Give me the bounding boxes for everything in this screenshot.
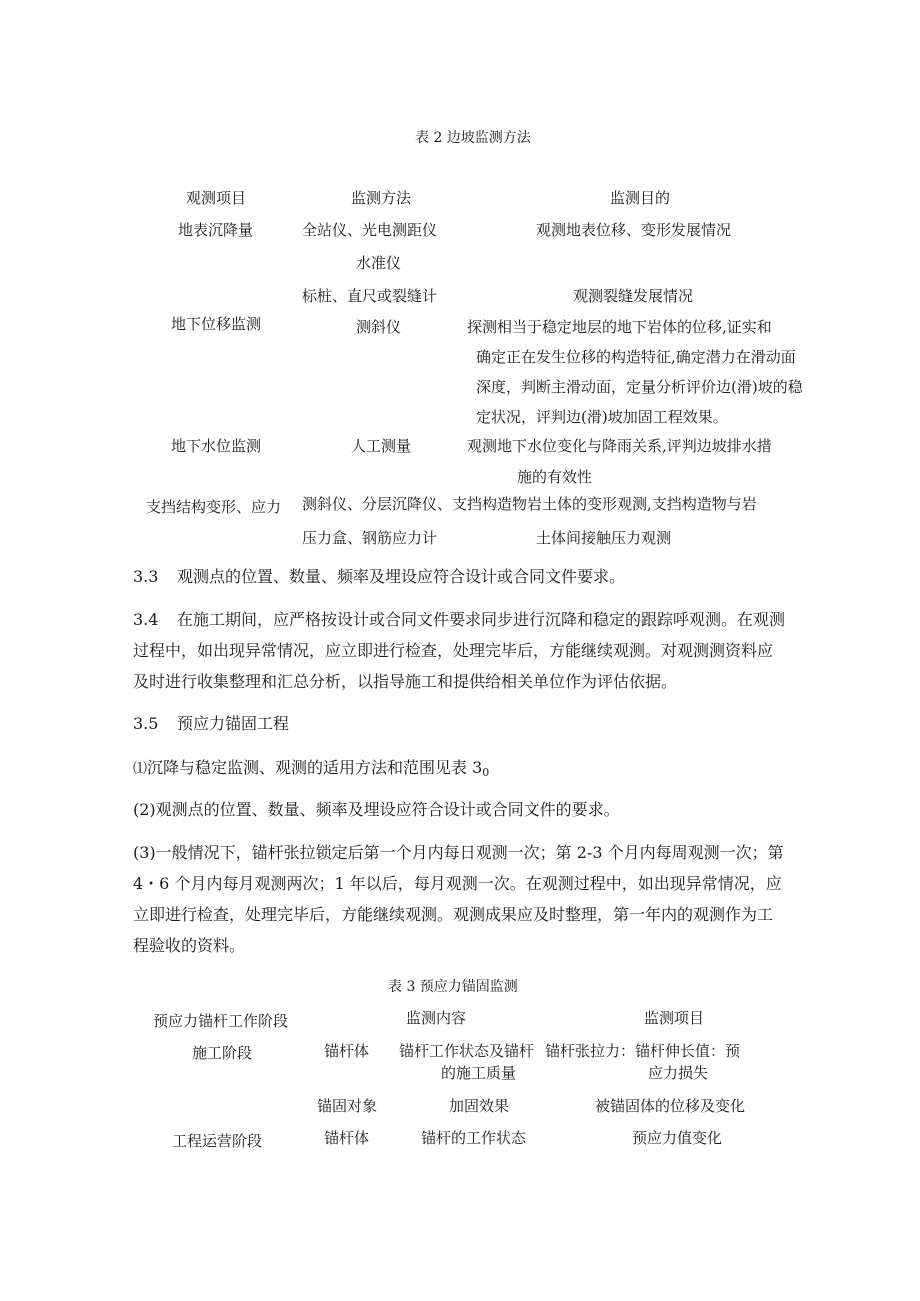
table2-caption: 表 2 边坡监测方法 [415, 130, 531, 146]
table3-row2-item: 被锚固体的位移及变化 [595, 1097, 746, 1115]
table3-row1-item: 锚杆张拉力：锚杆伸长值：预 [545, 1042, 741, 1060]
table2-row5-purpose: 土体间接触压力观测 [536, 529, 672, 547]
table3-row1-object: 锚杆体 [324, 1042, 370, 1060]
table3-row1-stage: 施工阶段 [192, 1044, 253, 1062]
table3-row1-content: 的施工质量 [441, 1064, 517, 1082]
table3-row1-item: 应力损失 [648, 1064, 709, 1082]
table2-row3-method: 测斜仪 [356, 318, 402, 336]
table2-row2-method: 标桩、直尺或裂缝计 [302, 287, 438, 305]
table3-caption: 表 3 预应力锚固监测 [388, 979, 518, 995]
table2-row1-method: 水准仪 [356, 254, 402, 272]
table3-header-stage: 预应力锚杆工作阶段 [153, 1012, 289, 1030]
item-3-line4: 程验收的资料。 [133, 936, 246, 955]
section-number: 3.3 [133, 567, 159, 586]
item-1 [133, 758, 489, 783]
table2-row1-purpose: 观测地表位移、变形发展情况 [536, 221, 732, 239]
table2-row3-purpose: 深度，判断主滑动面，定量分析评价边(滑)坡的稳 [476, 378, 803, 396]
table3-row3-stage: 工程运营阶段 [172, 1132, 263, 1150]
table3-row2-content: 加固效果 [449, 1097, 510, 1115]
item-mark: ⑴ [133, 761, 147, 777]
table3-row3-object: 锚杆体 [324, 1129, 370, 1147]
table2-row5-item: 支挡结构变形、应力 [146, 498, 282, 516]
section-text: 在施工期间，应严格按设计或合同文件要求同步进行沉降和稳定的跟踪呼观测。在观测 [177, 610, 786, 629]
table2-row4-purpose: 施的有效性 [517, 468, 593, 486]
table2-header-item: 观测项目 [186, 189, 247, 207]
table2-row4-purpose: 观测地下水位变化与降雨关系,评判边坡排水措 [467, 437, 772, 455]
item-text: 沉降与稳定监测、观测的适用方法和范围见表 3 [147, 758, 483, 777]
table2-row3-item: 地下位移监测 [171, 315, 262, 333]
table3-row3-item: 预应力值变化 [632, 1129, 723, 1147]
section-number: 3.4 [133, 610, 159, 629]
section-3-5 [133, 714, 289, 734]
table2-row3-purpose: 探测相当于稳定地层的地下岩体的位移,证实和 [467, 318, 772, 336]
item-3-line1: (3)一般情况下，锚杆张拉锁定后第一个月内每日观测一次；第 2-3 个月内每周观测一次；第 [133, 843, 784, 862]
section-text: 预应力锚固工程 [177, 714, 290, 733]
table2-row2-purpose: 观测裂缝发展情况 [573, 287, 694, 305]
item-subscript: 0 [482, 766, 490, 779]
item-3-line2: 4・6 个月内每月观测两次；1 年以后，每月观测一次。在观测过程中，如出现异常情况，应 [133, 874, 782, 893]
table3-row2-object: 锚固对象 [317, 1097, 378, 1115]
table2-header-purpose: 监测目的 [610, 189, 671, 207]
section-3-3 [133, 567, 625, 587]
table2-row5-purpose: 支挡构造物岩土体的变形观测,支挡构造物与岩 [452, 495, 757, 513]
section-3-4-line1 [133, 610, 785, 630]
item-2: (2)观测点的位置、数量、频率及埋设应符合设计或合同文件的要求。 [133, 800, 620, 819]
table2-header-method: 监测方法 [351, 189, 412, 207]
table2-row5-method: 压力盒、钢筋应力计 [302, 529, 438, 547]
table2-row1-item: 地表沉降量 [178, 221, 254, 239]
section-number: 3.5 [133, 714, 159, 733]
section-3-4-line2: 过程中，如出现异常情况，应立即进行检查，处理完毕后，方能继续观测。对观测测资料应 [133, 641, 774, 660]
table3-row1-content: 锚杆工作状态及锚杆 [399, 1042, 535, 1060]
table3-header-item: 监测项目 [644, 1009, 705, 1027]
section-3-4-line3: 及时进行收集整理和汇总分析，以指导施工和提供给相关单位作为评估依据。 [133, 672, 678, 691]
table2-row4-item: 地下水位监测 [171, 437, 262, 455]
table3-header-content: 监测内容 [406, 1009, 467, 1027]
table2-row3-purpose: 定状况，评判边(滑)坡加固工程效果。 [476, 408, 728, 426]
table3-row3-content: 锚杆的工作状态 [421, 1129, 527, 1147]
section-text: 观测点的位置、数量、频率及埋设应符合设计或合同文件要求。 [177, 567, 626, 586]
table2-row4-method: 人工测量 [351, 437, 412, 455]
table2-row5-method: 测斜仪、分层沉降仪、 [302, 495, 453, 513]
item-3-line3: 立即进行检查，处理完毕后，方能继续观测。观测成果应及时整理，第一年内的观测作为工 [133, 905, 774, 924]
table2-row1-method: 全站仪、光电测距仪 [302, 221, 438, 239]
table2-row3-purpose: 确定正在发生位移的构造特征,确定潜力在滑动面 [476, 348, 796, 366]
